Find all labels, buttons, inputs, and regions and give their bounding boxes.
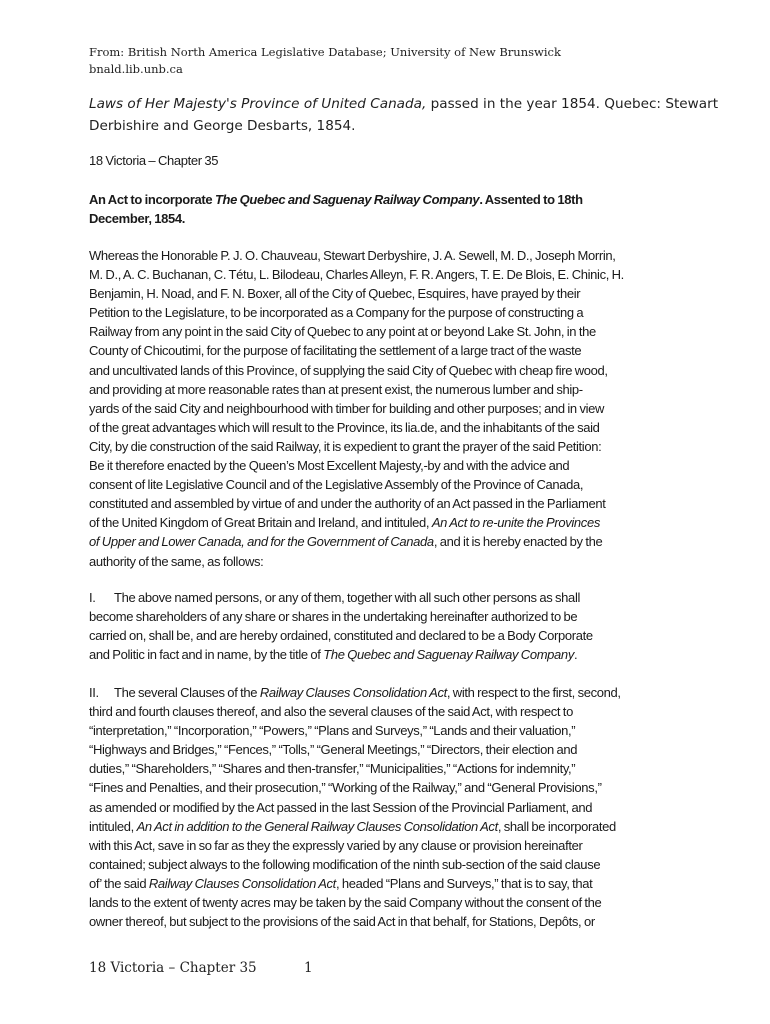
section-number: I. — [89, 590, 96, 605]
source-url: bnald.lib.unb.ca — [89, 62, 183, 76]
preamble-line: constituted and assembled by virtue of and under the authority of an Act passed in the Parliament — [89, 496, 606, 512]
source-line: From: British North America Legislative Database; University of New Brunswick — [89, 45, 561, 59]
preamble-line: and uncultivated lands of this Province, of supplying the said City of Quebec with cheap fire wood, — [89, 362, 608, 378]
act-reference: Railway Clauses Consolidation Act — [148, 875, 336, 891]
company-name: The Quebec and Saguenay Railway Company — [323, 647, 574, 663]
section-line: lands to the extent of twenty acres may be taken by the said Company without the consent of the — [89, 895, 602, 911]
footer-chapter: 18 Victoria – Chapter 35 — [89, 960, 257, 976]
section-line: “Fines and Penalties, and their prosecution,” “Working of the Railway,” and “General Provisions,” — [89, 780, 602, 796]
section-line: “interpretation,” “Incorporation,” “Powers,” “Plans and Surveys,” “Lands and their valuation,” — [89, 723, 576, 739]
section-line: , headed “Plans and Surveys,” that is to say, that — [335, 875, 593, 891]
section-line: The several Clauses of the — [114, 685, 260, 700]
preamble-line: authority of the same, as follows: — [89, 553, 264, 569]
act-title-company: The Quebec and Saguenay Railway Company — [214, 192, 480, 207]
section-line: , with respect to the first, second, — [446, 685, 621, 700]
act-reference: An Act in addition to the General Railway Clauses Consolidation Act — [136, 818, 498, 834]
preamble-line: City, by die construction of the said Railway, it is expedient to grant the prayer of the said Petition: — [89, 438, 602, 454]
preamble-line: Whereas the Honorable P. J. O. Chauveau, Stewart Derbyshire, J. A. Sewell, M. D., Joseph Morrin, — [89, 248, 616, 263]
section-1 — [89, 588, 689, 664]
section-line: carried on, shall be, and are hereby ordained, constituted and declared to be a Body Corporate — [89, 628, 593, 644]
section-line: duties,” “Shareholders,” “Shares and then-transfer,” “Municipalities,” “Actions for indemnity,” — [89, 761, 576, 777]
act-title-date: December, 1854. — [89, 211, 186, 227]
section-line: become shareholders of any share or shares in the undertaking hereinafter authorized to be — [89, 609, 578, 625]
preamble-line: Be it therefore enacted by the Queen’s Most Excellent Majesty,-by and with the advice and — [89, 458, 570, 474]
section-line-end: . — [573, 647, 578, 663]
page-number: 1 — [304, 960, 313, 976]
preamble — [89, 246, 689, 571]
preamble-line: Benjamin, H. Noad, and F. N. Boxer, all of the City of Quebec, Esquires, have prayed by their — [89, 286, 581, 302]
preamble-line: and providing at more reasonable rates than at present exist, the numerous lumber and ship- — [89, 381, 583, 397]
chapter-heading: 18 Victoria – Chapter 35 — [89, 153, 219, 168]
citation-publishers: Derbishire and George Desbarts, 1854. — [89, 118, 356, 134]
preamble-line: , and it is hereby enacted by the — [433, 534, 603, 550]
section-number: II. — [89, 685, 99, 700]
act-reference: An Act to re-unite the Provinces — [431, 515, 600, 531]
section-line: contained; subject always to the following modification of the ninth sub-section of the said clause — [89, 856, 601, 872]
section-line: third and fourth clauses thereof, and also the several clauses of the said Act, with respect to — [89, 704, 573, 720]
preamble-line: of the great advantages which will result to the Province, its lia.de, and the inhabitants of the said — [89, 419, 600, 435]
citation-details: passed in the year 1854. Quebec: Stewart — [426, 96, 719, 112]
source-header — [89, 44, 561, 78]
section-line: “Highways and Bridges,” “Fences,” “Tolls,” “General Meetings,” “Directors, their election and — [89, 742, 578, 758]
section-line: owner thereof, but subject to the provisions of the said Act in that behalf, for Stations, Depôts, or — [89, 914, 595, 930]
preamble-line: yards of the said City and neighbourhood with timber for building and other purposes; and in view — [89, 400, 605, 416]
act-title-prefix: An Act to incorporate — [89, 192, 215, 207]
act-title-suffix: . Assented to 18th — [479, 192, 583, 207]
section-2 — [89, 683, 689, 931]
section-line: , shall be incorporated — [497, 818, 616, 834]
preamble-line: consent of lite Legislative Council and of the Legislative Assembly of the Province of Canada, — [89, 477, 584, 493]
citation-title: Laws of Her Majesty's Province of United Canada, — [89, 96, 427, 112]
citation — [89, 93, 719, 137]
act-title — [89, 190, 689, 228]
section-line: with this Act, save in so far as they the expressly varied by any clause or provision hereinafter — [89, 837, 583, 853]
act-reference: of Upper and Lower Canada, and for the Government of Canada — [89, 534, 434, 550]
section-line: and Politic in fact and in name, by the title of — [89, 647, 324, 663]
preamble-line: Petition to the Legislature, to be incorporated as a Company for the purpose of constructing a — [89, 305, 584, 321]
section-line: intituled, — [89, 818, 137, 834]
preamble-line: County of Chicoutimi, for the purpose of facilitating the settlement of a large tract of the waste — [89, 343, 582, 359]
preamble-line: of the United Kingdom of Great Britain and Ireland, and intituled, — [89, 515, 432, 531]
section-line: of’ the said — [89, 875, 149, 891]
section-line: The above named persons, or any of them, together with all such other persons as shall — [114, 590, 581, 605]
act-reference: Railway Clauses Consolidation Act — [259, 685, 447, 700]
section-line: as amended or modified by the Act passed in the last Session of the Provincial Parliament, and — [89, 799, 593, 815]
preamble-line: Railway from any point in the said City of Quebec to any point at or beyond Lake St. John, in the — [89, 324, 596, 340]
preamble-line: M. D., A. C. Buchanan, C. Tétu, L. Bilodeau, Charles Alleyn, F. R. Angers, T. E. De Blois, E. Chinic, H. — [89, 267, 624, 283]
